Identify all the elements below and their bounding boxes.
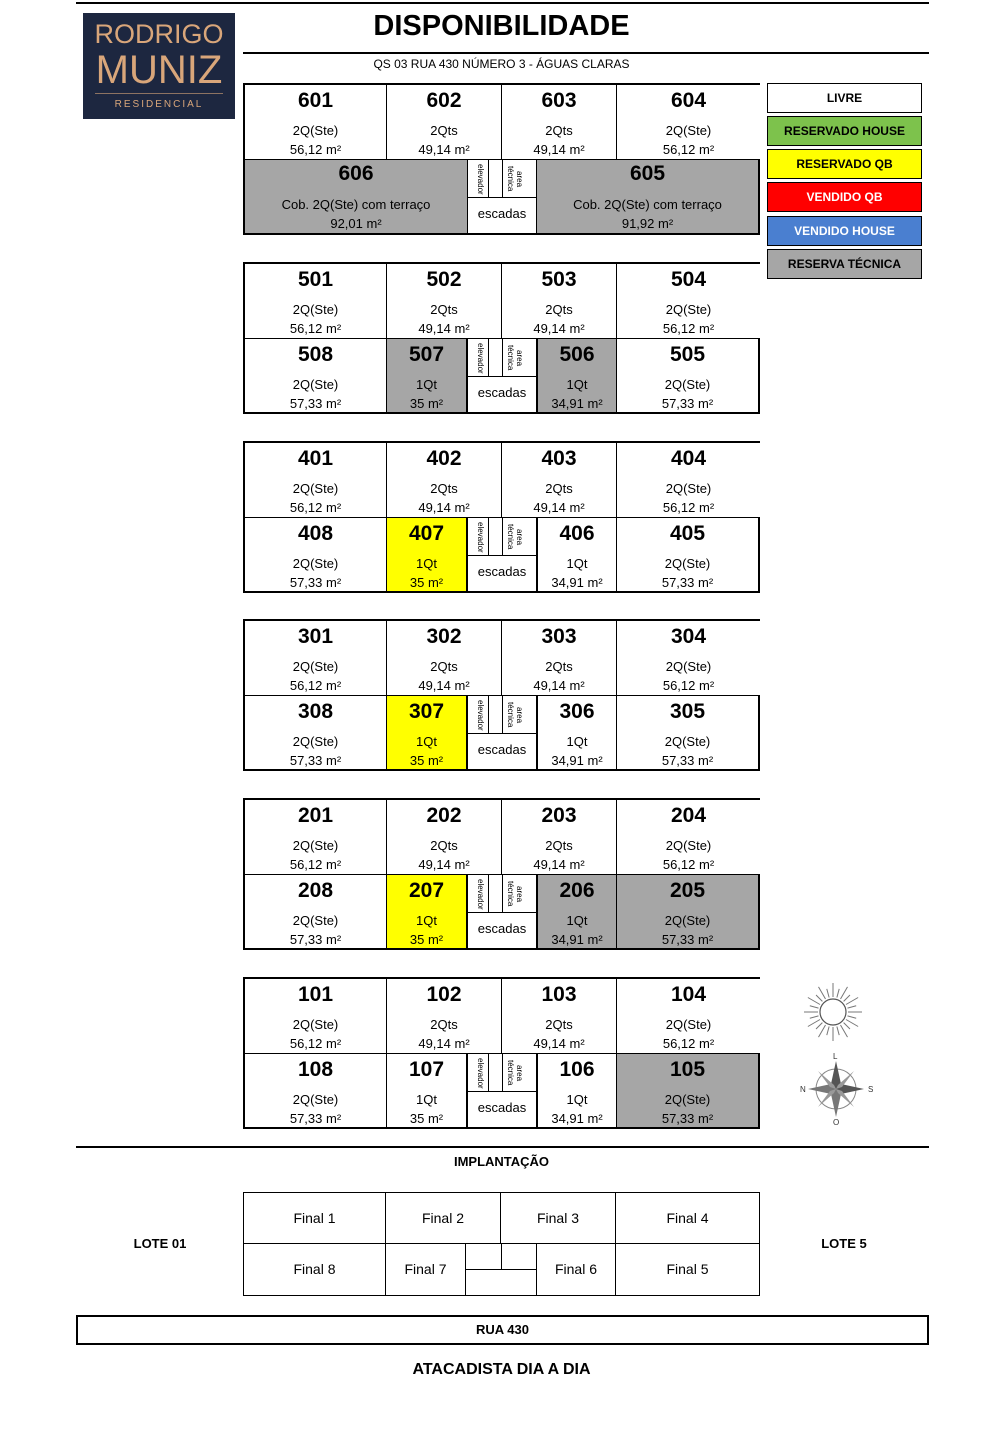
elevator-label: elevador — [476, 521, 485, 553]
elevator-label: elevador — [476, 699, 485, 731]
unit-407[interactable] — [387, 518, 467, 591]
stairs-label: escadas — [477, 385, 527, 400]
site-core-line-v — [501, 1244, 502, 1269]
elevator-label: elevador — [476, 1057, 485, 1089]
unit-type: 2Qts — [430, 659, 458, 674]
unit-207[interactable] — [387, 875, 467, 948]
unit-number: 606 — [338, 162, 374, 185]
unit-number: 601 — [297, 89, 334, 112]
unit-number: 307 — [408, 700, 445, 723]
sun-ray — [816, 1023, 822, 1029]
unit-type: 2Qts — [545, 659, 573, 674]
unit-204[interactable] — [617, 800, 760, 875]
logo-line1: RODRIGO — [94, 19, 224, 49]
unit-number: 508 — [297, 343, 334, 366]
unit-type: 1Qt — [416, 913, 437, 928]
site-final-top: Final 3 — [501, 1193, 616, 1244]
unit-503[interactable] — [502, 264, 617, 339]
unit-type: 2Q(Ste) — [664, 1092, 711, 1107]
building-core — [467, 518, 537, 591]
unit-area: 34,91 m² — [551, 1111, 603, 1126]
implantacao-rule — [76, 1146, 929, 1148]
core-divider-v — [502, 1054, 503, 1091]
unit-area: 57,33 m² — [661, 396, 714, 411]
stairs-label: escadas — [477, 742, 527, 757]
unit-205[interactable] — [617, 875, 758, 948]
unit-type: 2Q(Ste) — [292, 913, 339, 928]
unit-type: 2Q(Ste) — [664, 734, 711, 749]
site-plan — [243, 1192, 760, 1296]
sun-ray — [847, 1016, 856, 1018]
technical-area-label: area técnica — [506, 1060, 524, 1086]
core-divider — [468, 555, 536, 556]
floor-5 — [243, 262, 760, 414]
unit-type: 2Qts — [545, 838, 573, 853]
unit-605[interactable] — [537, 160, 758, 233]
unit-208[interactable] — [245, 875, 387, 948]
unit-area: 49,14 m² — [533, 857, 585, 872]
unit-type: 1Qt — [416, 556, 437, 571]
unit-type: 2Q(Ste) — [292, 838, 339, 853]
unit-area: 56,12 m² — [289, 1036, 342, 1051]
unit-area: 49,14 m² — [418, 857, 470, 872]
unit-area: 56,12 m² — [289, 857, 342, 872]
unit-area: 56,12 m² — [289, 500, 342, 515]
core-divider — [468, 912, 536, 913]
unit-type: 1Qt — [416, 377, 437, 392]
unit-area: 35 m² — [409, 753, 444, 768]
unit-area: 34,91 m² — [551, 575, 603, 590]
unit-number: 506 — [559, 343, 595, 366]
site-final-top: Final 2 — [386, 1193, 501, 1244]
legend-item: RESERVADO QB — [767, 149, 922, 179]
sun-ray — [816, 995, 822, 1001]
unit-506[interactable] — [537, 339, 617, 412]
unit-number: 304 — [670, 625, 707, 648]
sun-ray — [846, 1020, 858, 1027]
unit-406[interactable] — [537, 518, 617, 591]
sun-ray — [827, 989, 829, 998]
unit-number: 404 — [670, 447, 707, 470]
core-divider-v2 — [488, 696, 489, 733]
unit-504[interactable] — [617, 264, 760, 339]
sun-ray — [841, 1025, 848, 1037]
core-divider-v — [502, 339, 503, 376]
unit-type: 2Qts — [545, 123, 573, 138]
unit-107[interactable] — [387, 1054, 467, 1127]
compass-rose-icon — [796, 1052, 876, 1126]
sun-ray — [837, 989, 839, 998]
unit-number: 208 — [297, 879, 334, 902]
building-core — [467, 696, 537, 769]
unit-505[interactable] — [617, 339, 758, 412]
sun-ray — [841, 987, 848, 999]
legend-item: RESERVA TÉCNICA — [767, 249, 922, 279]
unit-area: 57,33 m² — [289, 1111, 342, 1126]
site-final-bottom: Final 6 — [536, 1244, 616, 1295]
building-core — [467, 1054, 537, 1127]
unit-type: 1Qt — [566, 556, 588, 571]
unit-307[interactable] — [387, 696, 467, 769]
site-final-bottom: Final 7 — [386, 1244, 466, 1295]
unit-area: 35 m² — [409, 575, 444, 590]
unit-area: 35 m² — [409, 396, 444, 411]
unit-number: 205 — [669, 879, 706, 902]
technical-area-label: area técnica — [506, 166, 524, 192]
unit-number: 306 — [559, 700, 595, 723]
core-divider-v2 — [488, 1054, 489, 1091]
unit-number: 102 — [426, 983, 462, 1006]
unit-type: 1Qt — [566, 734, 588, 749]
unit-type: 2Qts — [430, 838, 458, 853]
core-divider — [468, 376, 536, 377]
elevator-label: elevador — [476, 342, 485, 374]
unit-type: 2Qts — [545, 481, 573, 496]
unit-604[interactable] — [617, 85, 760, 160]
unit-area: 34,91 m² — [551, 932, 603, 947]
unit-number: 402 — [426, 447, 462, 470]
compass-n-label: N — [800, 1085, 806, 1094]
site-final-bottom: Final 5 — [666, 1261, 709, 1277]
unit-number: 207 — [408, 879, 445, 902]
unit-502[interactable] — [387, 264, 502, 339]
unit-type: 1Qt — [416, 1092, 437, 1107]
core-divider — [468, 197, 536, 198]
unit-area: 56,12 m² — [289, 142, 342, 157]
unit-area: 49,14 m² — [418, 678, 470, 693]
core-divider-v2 — [488, 518, 489, 555]
core-divider-v — [502, 160, 503, 197]
unit-206[interactable] — [537, 875, 617, 948]
unit-area: 56,12 m² — [289, 321, 342, 336]
unit-303[interactable] — [502, 621, 617, 696]
unit-type: 1Qt — [566, 1092, 588, 1107]
unit-area: 57,33 m² — [289, 753, 342, 768]
unit-102[interactable] — [387, 979, 502, 1054]
unit-number: 108 — [297, 1058, 334, 1081]
floor-2 — [243, 798, 760, 950]
unit-type: 2Qts — [430, 302, 458, 317]
unit-area: 57,33 m² — [289, 396, 342, 411]
building-core — [467, 339, 537, 412]
unit-number: 301 — [297, 625, 334, 648]
logo-line2: MUNIZ — [95, 48, 223, 92]
unit-type: 2Q(Ste) — [665, 123, 712, 138]
unit-type: 2Q(Ste) — [292, 659, 339, 674]
unit-type: 2Qts — [545, 302, 573, 317]
unit-103[interactable] — [502, 979, 617, 1054]
unit-area: 49,14 m² — [533, 1036, 585, 1051]
unit-101[interactable] — [245, 979, 387, 1054]
street-label: RUA 430 — [76, 1315, 929, 1345]
unit-number: 201 — [297, 804, 334, 827]
sun-ray — [844, 995, 850, 1001]
unit-area: 34,91 m² — [551, 753, 603, 768]
unit-area: 56,12 m² — [662, 1036, 715, 1051]
sun-ray — [837, 1026, 839, 1035]
unit-area: 57,33 m² — [661, 932, 714, 947]
floor-3 — [243, 619, 760, 771]
unit-302[interactable] — [387, 621, 502, 696]
header-rule — [243, 52, 929, 54]
unit-106[interactable] — [537, 1054, 617, 1127]
core-divider — [468, 733, 536, 734]
unit-number: 403 — [541, 447, 577, 470]
unit-area: 57,33 m² — [661, 575, 714, 590]
unit-area: 92,01 m² — [330, 216, 382, 231]
unit-number: 603 — [541, 89, 577, 112]
unit-501[interactable] — [245, 264, 387, 339]
unit-507[interactable] — [387, 339, 467, 412]
unit-number: 401 — [297, 447, 334, 470]
floor-1 — [243, 977, 760, 1129]
unit-type: 2Q(Ste) — [664, 556, 711, 571]
unit-408[interactable] — [245, 518, 387, 591]
unit-306[interactable] — [537, 696, 617, 769]
unit-number: 104 — [670, 983, 707, 1006]
unit-type: 2Qts — [430, 1017, 458, 1032]
unit-type: 1Qt — [416, 734, 437, 749]
unit-305[interactable] — [617, 696, 758, 769]
core-divider-v2 — [488, 875, 489, 912]
unit-type: 2Qts — [430, 123, 458, 138]
unit-number: 505 — [669, 343, 706, 366]
unit-number: 604 — [670, 89, 707, 112]
sun-ray — [844, 1023, 850, 1029]
unit-number: 101 — [297, 983, 334, 1006]
elevator-label: elevador — [476, 163, 485, 195]
compass-l-label: L — [833, 1052, 838, 1061]
unit-number: 502 — [426, 268, 462, 291]
unit-area: 34,91 m² — [551, 396, 603, 411]
unit-108[interactable] — [245, 1054, 387, 1127]
unit-401[interactable] — [245, 443, 387, 518]
unit-304[interactable] — [617, 621, 760, 696]
unit-area: 56,12 m² — [662, 500, 715, 515]
unit-number: 206 — [559, 879, 595, 902]
top-rule — [76, 2, 929, 4]
unit-area: 49,14 m² — [418, 142, 470, 157]
lote-right-label: LOTE 5 — [821, 1236, 867, 1251]
sun-ray — [808, 1020, 820, 1027]
lote-left-label: LOTE 01 — [133, 1236, 187, 1251]
unit-area: 57,33 m² — [661, 753, 714, 768]
unit-number: 103 — [541, 983, 577, 1006]
unit-number: 602 — [426, 89, 462, 112]
unit-type: 2Q(Ste) — [665, 481, 712, 496]
unit-203[interactable] — [502, 800, 617, 875]
legend-item: RESERVADO HOUSE — [767, 116, 922, 146]
address-subtitle: QS 03 RUA 430 NÚMERO 3 - ÁGUAS CLARAS — [373, 57, 630, 71]
unit-number: 605 — [629, 162, 666, 185]
unit-type: 2Q(Ste) — [292, 734, 339, 749]
unit-201[interactable] — [245, 800, 387, 875]
sun-ray — [846, 998, 858, 1005]
unit-number: 302 — [426, 625, 462, 648]
unit-type: 2Q(Ste) — [292, 556, 339, 571]
core-divider — [468, 1091, 536, 1092]
stairs-label: escadas — [477, 921, 527, 936]
elevator-label: elevador — [476, 878, 485, 910]
unit-type: 1Qt — [566, 913, 588, 928]
stairs-label: escadas — [477, 206, 527, 221]
technical-area-label: area técnica — [506, 881, 524, 907]
page-title: DISPONIBILIDADE — [373, 10, 630, 42]
unit-area: 57,33 m² — [289, 932, 342, 947]
core-divider-v2 — [488, 339, 489, 376]
stairs-label: escadas — [477, 564, 527, 579]
unit-603[interactable] — [502, 85, 617, 160]
unit-type: 2Q(Ste) — [665, 838, 712, 853]
unit-type: 2Q(Ste) — [665, 302, 712, 317]
building-core — [467, 160, 537, 233]
unit-area: 49,14 m² — [533, 678, 585, 693]
unit-type: 2Q(Ste) — [292, 123, 339, 138]
building-core — [467, 875, 537, 948]
logo — [83, 13, 235, 119]
unit-area: 57,33 m² — [661, 1111, 714, 1126]
technical-area-label: area técnica — [506, 702, 524, 728]
unit-type: 2Q(Ste) — [292, 481, 339, 496]
core-divider-v — [502, 696, 503, 733]
core-divider-v — [502, 518, 503, 555]
unit-type: 2Q(Ste) — [292, 1092, 339, 1107]
unit-number: 106 — [559, 1058, 595, 1081]
unit-601[interactable] — [245, 85, 387, 160]
unit-number: 408 — [297, 522, 334, 545]
unit-type: Cob. 2Q(Ste) com terraço — [281, 197, 431, 212]
unit-type: 2Q(Ste) — [665, 1017, 712, 1032]
site-final-top: Final 4 — [616, 1193, 759, 1244]
unit-403[interactable] — [502, 443, 617, 518]
unit-type: 2Q(Ste) — [292, 1017, 339, 1032]
unit-308[interactable] — [245, 696, 387, 769]
unit-301[interactable] — [245, 621, 387, 696]
unit-402[interactable] — [387, 443, 502, 518]
unit-number: 504 — [670, 268, 707, 291]
stairs-label: escadas — [477, 1100, 527, 1115]
unit-area: 49,14 m² — [533, 142, 585, 157]
site-core-line — [466, 1269, 536, 1270]
unit-number: 303 — [541, 625, 577, 648]
sun-ray — [819, 1025, 826, 1037]
unit-type: 2Qts — [545, 1017, 573, 1032]
unit-type: 2Q(Ste) — [664, 913, 711, 928]
unit-area: 56,12 m² — [289, 678, 342, 693]
compass-o-label: O — [833, 1118, 840, 1126]
unit-area: 35 m² — [409, 1111, 444, 1126]
floor-4 — [243, 441, 760, 593]
unit-number: 203 — [541, 804, 577, 827]
unit-area: 49,14 m² — [418, 321, 470, 336]
legend-item: VENDIDO HOUSE — [767, 216, 922, 246]
sun-icon — [800, 981, 866, 1043]
unit-number: 308 — [297, 700, 334, 723]
unit-105[interactable] — [617, 1054, 758, 1127]
unit-number: 204 — [670, 804, 707, 827]
unit-area: 56,12 m² — [662, 321, 715, 336]
compass-s-label: S — [868, 1085, 874, 1094]
unit-number: 507 — [408, 343, 445, 366]
core-divider-v2 — [488, 160, 489, 197]
unit-number: 105 — [669, 1058, 706, 1081]
unit-404[interactable] — [617, 443, 760, 518]
unit-area: 35 m² — [409, 932, 444, 947]
unit-area: 49,14 m² — [533, 321, 585, 336]
unit-area: 91,92 m² — [621, 216, 674, 231]
unit-508[interactable] — [245, 339, 387, 412]
floor-6 — [243, 83, 760, 235]
unit-area: 57,33 m² — [289, 575, 342, 590]
core-divider-v — [502, 875, 503, 912]
footer-label: ATACADISTA DIA A DIA — [412, 1361, 591, 1378]
unit-104[interactable] — [617, 979, 760, 1054]
logo-divider — [95, 93, 223, 94]
sun-ray — [810, 1006, 819, 1008]
logo-line3: RESIDENCIAL — [114, 99, 204, 110]
unit-type: 2Q(Ste) — [664, 377, 711, 392]
unit-area: 49,14 m² — [418, 500, 470, 515]
unit-number: 305 — [669, 700, 706, 723]
unit-number: 107 — [408, 1058, 445, 1081]
site-final-bottom: Final 8 — [244, 1244, 386, 1295]
unit-202[interactable] — [387, 800, 502, 875]
unit-area: 49,14 m² — [418, 1036, 470, 1051]
unit-606[interactable] — [245, 160, 467, 233]
unit-area: 49,14 m² — [533, 500, 585, 515]
sun-ray — [810, 1016, 819, 1018]
sun-ray — [808, 998, 820, 1005]
sun-ray — [847, 1006, 856, 1008]
unit-type: 2Q(Ste) — [665, 659, 712, 674]
unit-number: 503 — [541, 268, 577, 291]
unit-area: 56,12 m² — [662, 142, 715, 157]
unit-area: 56,12 m² — [662, 857, 715, 872]
unit-number: 407 — [408, 522, 445, 545]
sun-ray — [819, 987, 826, 999]
unit-type: Cob. 2Q(Ste) com terraço — [573, 197, 722, 212]
unit-number: 202 — [426, 804, 462, 827]
unit-number: 406 — [559, 522, 595, 545]
unit-area: 56,12 m² — [662, 678, 715, 693]
site-final-top: Final 1 — [244, 1193, 386, 1244]
technical-area-label: area técnica — [506, 524, 524, 550]
unit-type: 1Qt — [566, 377, 588, 392]
unit-number: 501 — [297, 268, 334, 291]
unit-602[interactable] — [387, 85, 502, 160]
legend-item: LIVRE — [767, 83, 922, 113]
unit-type: 2Qts — [430, 481, 458, 496]
implantacao-title: IMPLANTAÇÃO — [453, 1154, 550, 1169]
sun-ray — [827, 1026, 829, 1035]
unit-number: 405 — [669, 522, 706, 545]
unit-405[interactable] — [617, 518, 758, 591]
unit-type: 2Q(Ste) — [292, 302, 339, 317]
legend-item: VENDIDO QB — [767, 182, 922, 212]
unit-type: 2Q(Ste) — [292, 377, 339, 392]
technical-area-label: area técnica — [506, 345, 524, 371]
